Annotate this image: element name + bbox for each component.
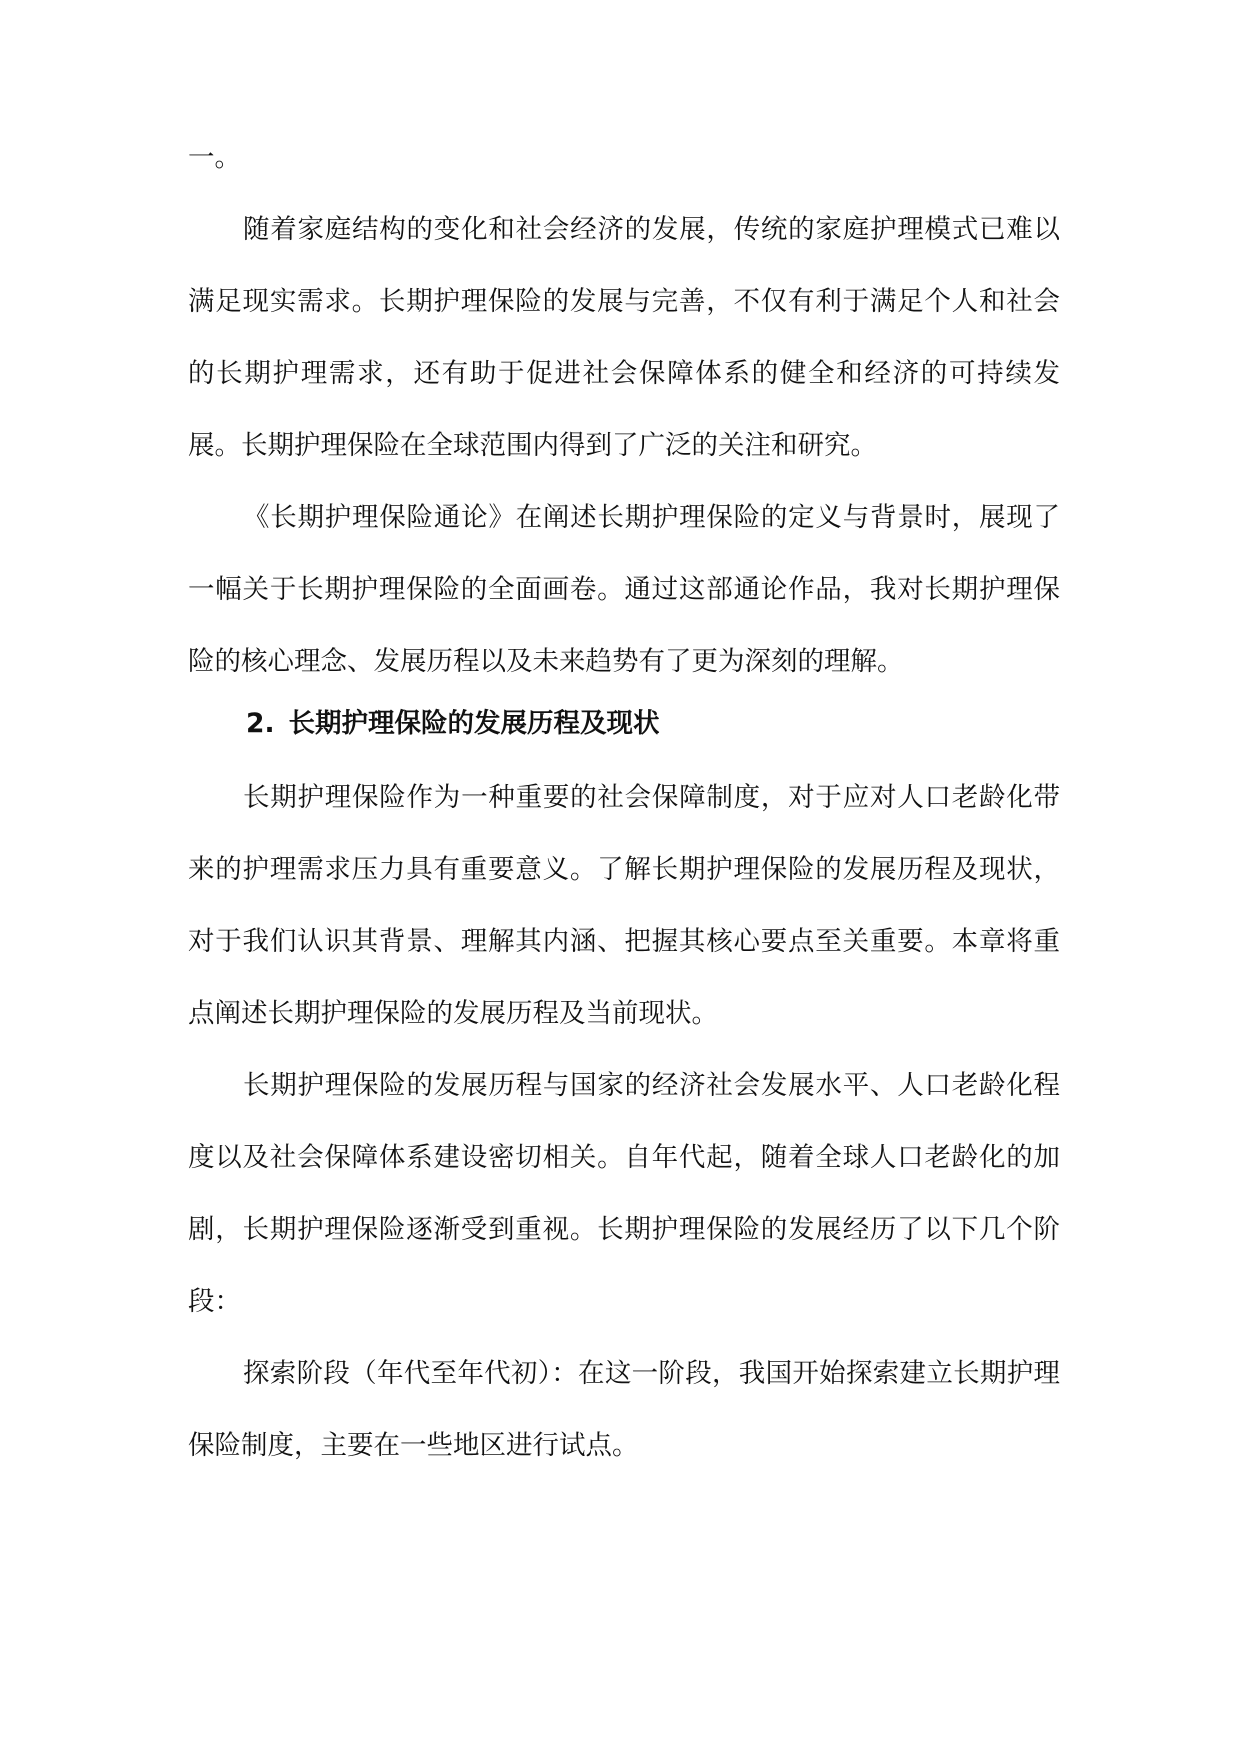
- paragraph-continuation: 一。: [188, 142, 241, 173]
- section-development-history: [188, 762, 1060, 1482]
- paragraph-exploration-stage: 探索阶段（年代至年代初）：在这一阶段，我国开始探索建立长期护理保险制度，主要在一些地区进行试点。: [188, 1358, 1060, 1461]
- section-number: 2.: [246, 708, 275, 739]
- paragraph-book-review: 《长期护理保险通论》在阐述长期护理保险的定义与背景时，展现了一幅关于长期护理保险的全面画卷。通过这部通论作品，我对长期护理保险的核心理念、发展历程以及未来趋势有了更为深刻的理解。: [188, 502, 1060, 677]
- paragraph-family-care-change: 随着家庭结构的变化和社会经济的发展，传统的家庭护理模式已难以满足现实需求。长期护理保险的发展与完善，不仅有利于满足个人和社会的长期护理需求，还有助于促进社会保障体系的健全和经济的可持续发展。长期护理保险在全球范围内得到了广泛的关注和研究。: [188, 214, 1060, 461]
- paragraph-development-stages: 长期护理保险的发展历程与国家的经济社会发展水平、人口老龄化程度以及社会保障体系建设密切相关。自年代起，随着全球人口老龄化的加剧，长期护理保险逐渐受到重视。长期护理保险的发展经历了以下几个阶段：: [188, 1070, 1060, 1317]
- section-heading: [246, 688, 1046, 760]
- section-title: 长期护理保险的发展历程及现状: [288, 708, 660, 739]
- section-intro-continued: [188, 122, 1060, 698]
- paragraph-importance: 长期护理保险作为一种重要的社会保障制度，对于应对人口老龄化带来的护理需求压力具有重要意义。了解长期护理保险的发展历程及现状，对于我们认识其背景、理解其内涵、把握其核心要点至关重要。本章将重点阐述长期护理保险的发展历程及当前现状。: [188, 782, 1060, 1029]
